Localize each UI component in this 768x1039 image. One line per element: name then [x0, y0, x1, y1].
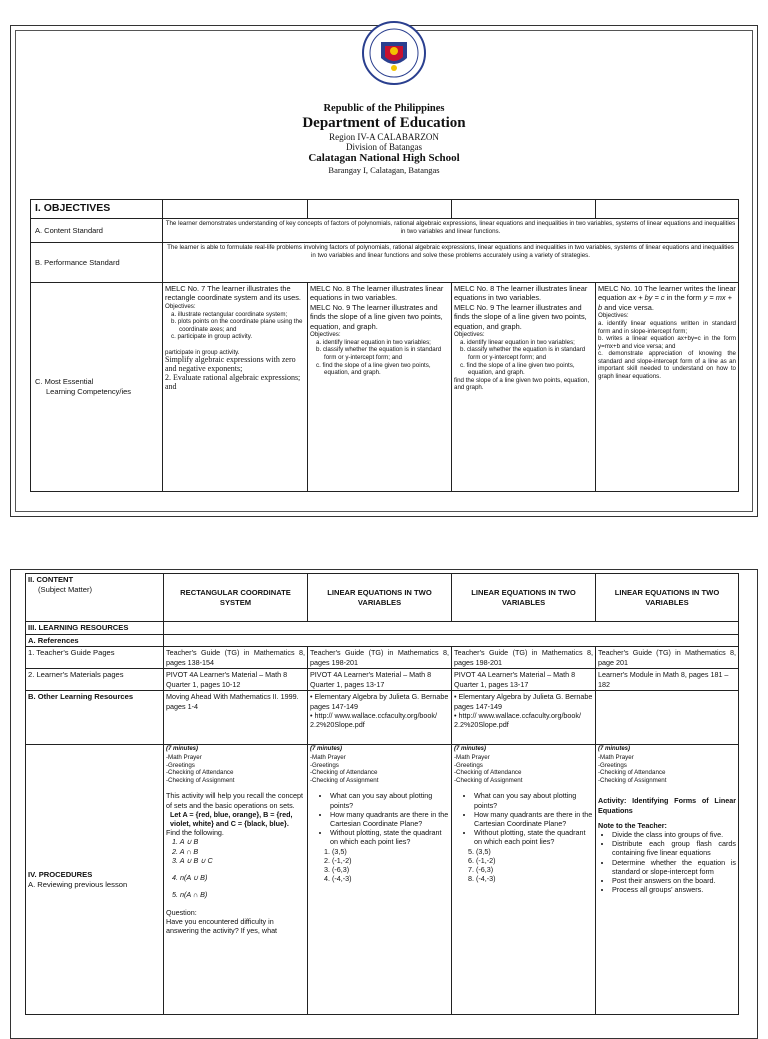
routine-item: -Checking of Assignment: [310, 776, 379, 784]
topic-cell: LINEAR EQUATIONS IN TWO VARIABLES: [308, 574, 452, 622]
other-resources-label: B. Other Learning Resources: [26, 691, 164, 745]
routine-item: -Greetings: [166, 761, 195, 769]
objective-item: b. classify whether the equation is in standard form or y-intercept form; and: [460, 346, 586, 362]
objectives-heading: I. OBJECTIVES: [31, 200, 163, 219]
routine-item: -Math Prayer: [166, 754, 202, 762]
procedure-col-1: [164, 745, 308, 1015]
resource-item: • http:// www.wallace.ccfaculty.org/book/ 2.2%20Slope.pdf: [310, 710, 438, 730]
objective-item: c. find the slope of a line given two points, equation, and graph.: [316, 361, 431, 377]
question-item: • How many quadrants are there in the Cartesian Coordinate Plane?: [474, 810, 593, 828]
objective-item: c. find the slope of a line given two points, equation, and graph.: [460, 361, 575, 377]
melc-statement: MELC No. 7 The learner illustrates the rectangle coordinate system and its uses.: [165, 284, 301, 303]
content-standard-text: The learner demonstrates understanding of key concepts of factors of polynomials, rational algebraic expressions, linear equations and inequalities in two variables, systems of linear equations and inequalities in two variables and linear functions.: [163, 219, 739, 243]
objective-item: c. demonstrate appreciation of knowing the standard and slope-intercept form of a line as an important skill needed to understand on how to graph linear equations.: [598, 350, 736, 380]
routine-item: -Math Prayer: [310, 754, 346, 762]
melc-statement: MELC No. 9 The learner illustrates and finds the slope of a line given two points, equation, and graph.: [310, 302, 443, 331]
routine-item: -Checking of Assignment: [598, 776, 667, 784]
melc-text: MELC No. 10 The learner writes the linear equation: [598, 284, 736, 303]
teacher-note-list: [598, 830, 736, 895]
objectives-head-cell: [163, 200, 308, 219]
procedures-subheading: A. Reviewing previous lesson: [28, 879, 128, 889]
melc-col-3: [452, 283, 596, 492]
time-note: (7 minutes): [454, 746, 487, 753]
content-label-line: (Subject Matter): [38, 584, 93, 594]
division-line: Division of Batangas: [346, 142, 422, 152]
question-item: • Without plotting, state the quadrant on which each point lies?: [330, 828, 449, 846]
question-list: [454, 791, 593, 846]
point-item: 6. (-1,-2): [468, 855, 496, 865]
procedure-col-2: [308, 745, 452, 1015]
topic-cell: RECTANGULAR COORDINATE SYSTEM: [164, 574, 308, 622]
question-item: • Without plotting, state the quadrant on which each point lies?: [474, 828, 593, 846]
objectives-title: Objectives:: [598, 312, 629, 320]
performance-standard-text: The learner is able to formulate real-life problems involving factors of polynomials, rational algebraic expressions, linear equations and inequalities in two variables, systems of linear equations and inequalities in two variables and linear functions and solve these problems accurately using a variety of strategies.: [163, 243, 739, 283]
lm-cell: PIVOT 4A Learner's Material – Math 8 Quarter 1, pages 13-17: [452, 669, 596, 691]
melc-statement: MELC No. 8 The learner illustrates linear equations in two variables.: [454, 284, 588, 303]
point-item: 4. (-4,-3): [324, 874, 352, 884]
objective-note: participate in group activity.: [165, 348, 240, 356]
objective-item: b. plots points on the coordinate plane using the coordinate axes; and: [171, 318, 303, 333]
time-note: (7 minutes): [310, 746, 343, 753]
set-item: 5. n(A ∩ B): [172, 890, 208, 900]
objectives-title: Objectives:: [165, 302, 196, 310]
melc-text: in the form: [664, 293, 704, 303]
routine-item: -Checking of Attendance: [166, 769, 234, 777]
time-note: (7 minutes): [166, 746, 199, 753]
routine-item: -Math Prayer: [454, 754, 490, 762]
procedure-col-4: [596, 745, 739, 1015]
melc-equation: ax + by = c: [628, 293, 665, 303]
tg-cell: Teacher's Guide (TG) in Mathematics 8, pages 198-201: [308, 647, 452, 669]
point-item: 2. (-1,-2): [324, 855, 352, 865]
objective-note: 2. Evaluate rational algebraic expressions; and: [165, 372, 301, 391]
lm-cell: PIVOT 4A Learner's Material – Math 8 Quarter 1, pages 13-17: [308, 669, 452, 691]
routine-item: -Math Prayer: [598, 754, 634, 762]
objective-item: a. illustrate rectangular coordinate system;: [171, 310, 288, 318]
melc-col-4: [596, 283, 739, 492]
procedures-label: [26, 745, 164, 1015]
empty-cell: [164, 622, 739, 635]
procedure-col-3: [452, 745, 596, 1015]
performance-standard-label: B. Performance Standard: [31, 243, 163, 283]
teacher-note-item: • Determine whether the equation is standard or slope-intercept form: [612, 858, 736, 876]
learning-resources-heading: III. LEARNING RESOURCES: [26, 622, 164, 635]
melc-text: and vice versa.: [602, 302, 654, 312]
melc-statement: [598, 284, 736, 312]
republic-line: Republic of the Philippines: [323, 103, 445, 114]
teacher-note-title: Note to the Teacher:: [598, 820, 667, 830]
objective-item: a. identify linear equations written in standard form and in slope-intercept form;: [598, 319, 736, 335]
melc-statement: MELC No. 9 The learner illustrates and finds the slope of a line given two points, equation, and graph.: [454, 302, 587, 331]
set-item: 3. A ∪ B ∪ C: [172, 855, 213, 865]
topic-cell: LINEAR EQUATIONS IN TWO VARIABLES: [596, 574, 739, 622]
melc-label: [31, 283, 163, 492]
tg-cell: Teacher's Guide (TG) in Mathematics 8, page 201: [596, 647, 739, 669]
deped-seal-icon: [361, 20, 427, 86]
point-item: 5. (3,5): [468, 846, 491, 856]
find-instruction: Find the following.: [166, 828, 224, 838]
point-item: 1. (3,5): [324, 846, 347, 856]
melc-equation: y = mx + b: [598, 293, 732, 312]
resource-item: • http:// www.wallace.ccfaculty.org/book/ 2.2%20Slope.pdf: [454, 710, 582, 730]
objective-item: a. identify linear equation in two variables;: [460, 338, 575, 346]
other-resources-cell: [452, 691, 596, 745]
melc-label-line: C. Most Essential: [35, 377, 94, 387]
resource-item: • Elementary Algebra by Julieta G. Bernabe pages 147-149: [454, 692, 593, 711]
question-text: Have you encountered difficulty in answering the activity? If yes, what: [166, 916, 278, 935]
question-list: [310, 791, 449, 846]
objective-note: Simplify algebraic expressions with zero and negative exponents;: [165, 355, 296, 374]
set-item: 2. A ∩ B: [172, 846, 199, 856]
melc-col-1: [163, 283, 308, 492]
objectives-title: Objectives:: [454, 331, 485, 339]
department-line: Department of Education: [302, 115, 466, 131]
objective-item: b. writes a linear equation ax+by=c in the form y=mx+b and vice versa; and: [598, 335, 736, 350]
content-label-line: II. CONTENT: [28, 575, 74, 584]
routine-item: -Greetings: [454, 761, 483, 769]
routine-item: -Greetings: [310, 761, 339, 769]
question-item: • What can you say about plotting points?: [330, 791, 449, 809]
other-resources-cell: [596, 691, 739, 745]
routine-item: -Checking of Assignment: [454, 776, 523, 784]
routine-item: -Checking of Attendance: [598, 769, 666, 777]
resource-item: • Elementary Algebra by Julieta G. Bernabe pages 147-149: [310, 692, 449, 711]
activity-intro: This activity will help you recall the concept of sets and the basic operations on sets.: [166, 791, 304, 810]
region-line: Region IV-A CALABARZON: [329, 132, 439, 142]
objective-item: a. identify linear equation in two variables;: [316, 338, 431, 346]
procedures-heading: IV. PROCEDURES: [28, 870, 93, 880]
lm-cell: PIVOT 4A Learner's Material – Math 8 Quarter 1, pages 10-12: [164, 669, 308, 691]
lesson-plan-table: [25, 573, 739, 1015]
set-item: 1. A ∪ B: [172, 837, 199, 847]
empty-cell: [164, 634, 739, 647]
other-resources-cell: [308, 691, 452, 745]
teacher-note-item: • Post their answers on the board.: [612, 876, 736, 885]
school-line: Calatagan National High School: [308, 152, 460, 164]
objectives-title: Objectives:: [310, 331, 341, 339]
question-item: • What can you say about plotting points?: [474, 791, 593, 809]
lm-label: 2. Learner's Materials pages: [26, 669, 164, 691]
set-item: 4. n(A ∪ B): [172, 873, 208, 883]
point-item: 7. (-6,3): [468, 865, 494, 875]
other-resources-cell: Moving Ahead With Mathematics II. 1999. pages 1-4: [164, 691, 308, 745]
teacher-note-item: • Distribute each group flash cards containing five linear equations: [612, 839, 736, 857]
barangay-line: Barangay I, Calatagan, Batangas: [328, 165, 440, 175]
objectives-head-cell: [308, 200, 452, 219]
sets-definition: Let A = {red, blue, orange}, B = {red, violet, white} and C = {black, blue}.: [170, 809, 293, 829]
references-heading: A. References: [26, 634, 164, 647]
topic-cell: LINEAR EQUATIONS IN TWO VARIABLES: [452, 574, 596, 622]
melc-statement: MELC No. 8 The learner illustrates linear equations in two variables.: [310, 284, 444, 303]
melc-col-2: [308, 283, 452, 492]
tg-cell: Teacher's Guide (TG) in Mathematics 8, pages 138-154: [164, 647, 308, 669]
point-item: 8. (-4,-3): [468, 874, 496, 884]
question-item: • How many quadrants are there in the Cartesian Coordinate Plane?: [330, 810, 449, 828]
objectives-table: [30, 199, 739, 492]
activity-title: Activity: Identifying Forms of Linear Equations: [598, 796, 736, 815]
objective-item: b. classify whether the equation is in standard form or y-intercept form; and: [316, 346, 442, 362]
content-label: [26, 574, 164, 622]
objective-item: c. participate in group activity.: [171, 333, 253, 341]
objective-note: find the slope of a line given two points, equation, and graph.: [454, 376, 590, 392]
teacher-note-item: • Divide the class into groups of five.: [612, 830, 736, 839]
objectives-head-cell: [596, 200, 739, 219]
tg-cell: Teacher's Guide (TG) in Mathematics 8, pages 198-201: [452, 647, 596, 669]
melc-label-line: Learning Competency/ies: [46, 387, 132, 396]
content-standard-label: A. Content Standard: [31, 219, 163, 243]
routine-item: -Checking of Assignment: [166, 776, 235, 784]
routine-item: -Greetings: [598, 761, 627, 769]
routine-item: -Checking of Attendance: [310, 769, 378, 777]
lm-cell: Learner's Module in Math 8, pages 181 – 182: [596, 669, 739, 691]
tg-label: 1. Teacher's Guide Pages: [26, 647, 164, 669]
time-note: (7 minutes): [598, 746, 631, 753]
teacher-note-item: • Process all groups' answers.: [612, 885, 736, 894]
objectives-head-cell: [452, 200, 596, 219]
routine-item: -Checking of Attendance: [454, 769, 522, 777]
point-item: 3. (-6,3): [324, 865, 350, 875]
question-label: Question:: [166, 907, 197, 917]
